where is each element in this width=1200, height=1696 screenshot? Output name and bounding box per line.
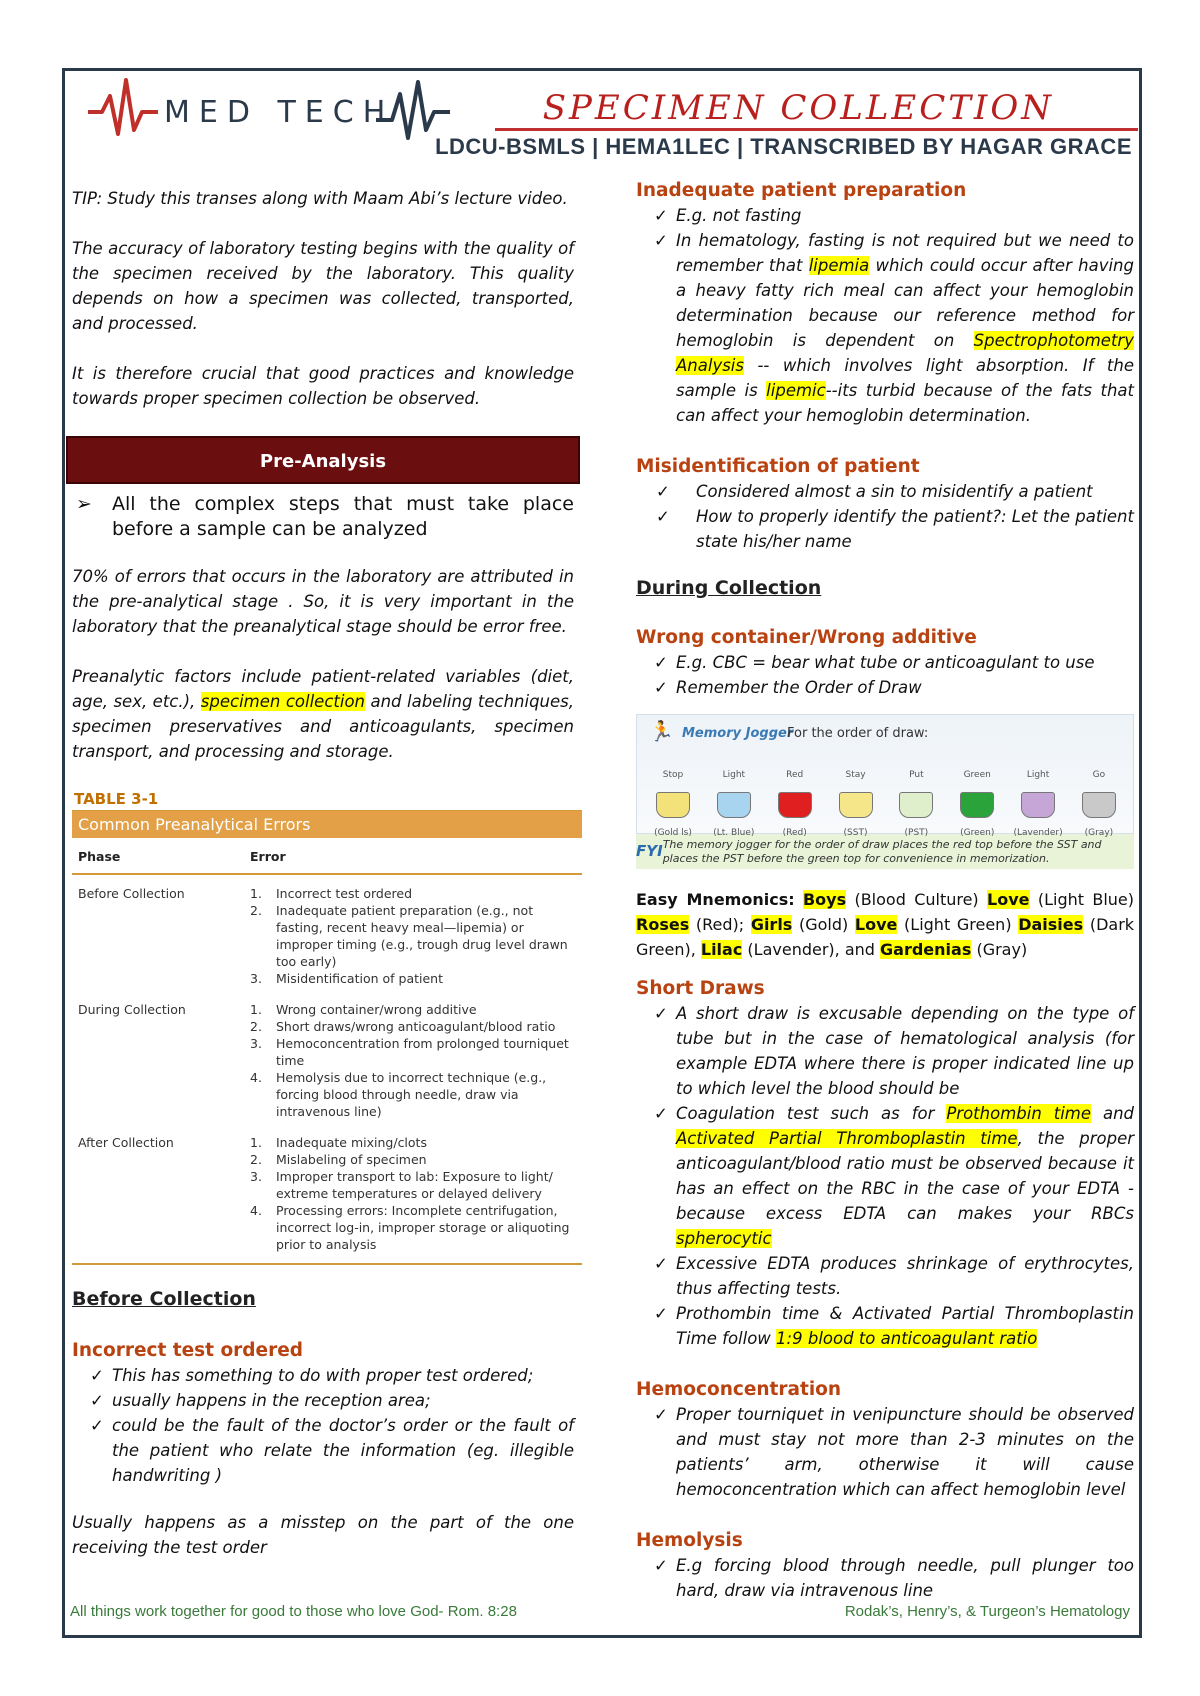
table-cell-phase: Before Collection xyxy=(78,886,185,901)
highlight-specimen-collection: specimen collection xyxy=(200,692,365,711)
highlight-lipemic: lipemic xyxy=(766,381,826,400)
table-cell-error: 2. Mislabeling of specimen xyxy=(250,1152,427,1167)
heading-misidentification: Misidentification of patient xyxy=(636,456,920,477)
table-cell-phase: After Collection xyxy=(78,1135,174,1150)
table-row xyxy=(72,1124,582,1265)
tube-6: Green (Green) xyxy=(960,770,995,838)
heading-hemolysis: Hemolysis xyxy=(636,1530,743,1551)
table-cell-error: 1. Incorrect test ordered xyxy=(250,886,413,901)
heading-wrong-container: Wrong container/Wrong additive xyxy=(636,627,977,648)
intro-paragraph-2: It is therefore crucial that good practices and knowledge towards proper specimen collection be observed. xyxy=(72,364,574,408)
misstep-paragraph: Usually happens as a misstep on the part of the one receiving the test order xyxy=(72,1513,574,1557)
table-cell-error: 3. Improper transport to lab: Exposure to light/ extreme temperatures or delayed delivery xyxy=(250,1169,553,1201)
page-subtitle: LDCU-BSMLS | HEMA1LEC | TRANSCRIBED BY HAGAR GRACE xyxy=(435,134,1132,159)
tube-cap-icon xyxy=(1082,792,1116,818)
factors-paragraph: Preanalytic factors include patient-related variables (diet, age, sex, etc.), specimen collection and labeling techniques, specimen preservatives and anticoagulants, specimen transport, and processing and storage. xyxy=(72,667,575,761)
tube-cap-icon xyxy=(656,792,690,818)
table-cell-error: 1. Wrong container/wrong additive xyxy=(250,1002,477,1017)
section-during-collection: During Collection xyxy=(636,577,822,599)
list-item: ✓ This has something to do with proper test ordered; xyxy=(72,1363,574,1388)
tube-7: Light (Lavender) xyxy=(1013,770,1063,838)
list-item: ✓ Coagulation test such as for Prothombin time and Activated Partial Thromboplastin time, the proper anticoagulant/blood ratio must be observed because it has an effect on the RBC in the case of your EDTA - because excess EDTA can makes your RBCs spherocytic xyxy=(636,1101,1134,1251)
tube-row xyxy=(647,763,1125,846)
table-cell-error: 2. Short draws/wrong anticoagulant/blood ratio xyxy=(250,1019,556,1034)
table-title: Common Preanalytical Errors xyxy=(72,811,582,838)
heading-incorrect-test: Incorrect test ordered xyxy=(72,1340,303,1361)
tube-cap-icon xyxy=(839,792,873,818)
highlight-ratio: 1:9 blood to anticoagulant ratio xyxy=(776,1329,1038,1348)
footer-references: Rodak’s, Henry’s, & Turgeon’s Hematology xyxy=(844,1603,1130,1620)
highlight-prothombin: Prothombin time xyxy=(946,1104,1092,1123)
pre-analysis-banner: Pre-Analysis xyxy=(66,436,580,484)
heading-inadequate-preparation: Inadequate patient preparation xyxy=(636,180,967,201)
table-cell-error: 1. Inadequate mixing/clots xyxy=(250,1135,427,1150)
tube-cap-icon xyxy=(899,792,933,818)
list-item: ✓ usually happens in the reception area; xyxy=(72,1388,574,1413)
list-item: ✓ Prothombin time & Activated Partial Thromboplastin Time follow 1:9 blood to anticoagulant ratio xyxy=(636,1301,1134,1351)
tube-cap-icon xyxy=(1021,792,1055,818)
mnemonic-paragraph: Easy Mnemonics: Boys (Blood Culture) Love (Light Blue) Roses (Red); Girls (Gold) Love (Light Green) Daisies (Dark Green), Lilac (Lavender), and Gardenias (Gray) xyxy=(636,890,1135,959)
fyi-text: The memory jogger for the order of draw places the red top before the SST and places the PST before the green top for convenience in memorization. xyxy=(662,837,1102,865)
heading-hemoconcentration: Hemoconcentration xyxy=(636,1379,842,1400)
highlight-lipemia: lipemia xyxy=(808,256,870,275)
list-item: ✓ E.g. not fasting xyxy=(636,203,1134,228)
list-item: ✓ Excessive EDTA produces shrinkage of erythrocytes, thus affecting tests. xyxy=(636,1251,1134,1301)
title-divider xyxy=(495,128,1138,131)
table-cell-phase: During Collection xyxy=(78,1002,186,1017)
table-row xyxy=(72,991,582,1124)
list-item: ✓ Remember the Order of Draw xyxy=(636,675,1134,700)
tube-8: Go (Gray) xyxy=(1073,763,1125,846)
list-item: ✓ E.g forcing blood through needle, pull plunger too hard, draw via intravenous line xyxy=(636,1553,1134,1603)
table-number: TABLE 3-1 xyxy=(72,789,582,811)
errors-paragraph: 70% of errors that occurs in the laboratory are attributed in the pre-analytical stage . So, it is very important in the laboratory that the preanalytical stage should be error free. xyxy=(72,567,574,636)
tube-3: Red (Red) xyxy=(769,763,821,846)
table-cell-error: 4. Hemolysis due to incorrect technique (e.g., forcing blood through needle, draw via intravenous line) xyxy=(250,1070,547,1119)
incorrect-test-list xyxy=(72,1363,574,1488)
list-item: ✓ In hematology, fasting is not required but we need to remember that lipemia which could occur after having a heavy fatty rich meal can affect your hemoglobin determination because our reference method for hemoglobin is dependent on Spectrophotometry Analysis -- which involves light absorption. If the sample is lipemic--its turbid because of the fats that can affect your hemoglobin determination. xyxy=(636,228,1134,428)
right-column xyxy=(636,174,1134,1603)
table-cell-error: 4. Processing errors: Incomplete centrifugation, incorrect log-in, improper storage or aliquoting prior to analysis xyxy=(250,1203,570,1252)
tube-4: Stay (SST) xyxy=(830,763,882,846)
table-row xyxy=(72,875,582,991)
tube-cap-icon xyxy=(717,792,751,818)
footer-verse: All things work together for good to those who love God- Rom. 8:28 xyxy=(70,1603,517,1620)
memory-jogger-figure xyxy=(636,714,1134,869)
tube-5: Put (PST) xyxy=(890,763,942,846)
page-title: SPECIMEN COLLECTION xyxy=(542,88,1054,128)
tube-2: Light (Lt. Blue) xyxy=(713,770,755,838)
misidentification-list xyxy=(636,479,1134,554)
jogger-text: For the order of draw: xyxy=(787,726,929,741)
section-before-collection: Before Collection xyxy=(72,1288,256,1310)
tube-cap-icon xyxy=(778,792,812,818)
list-item: ✓ Proper tourniquet in venipuncture should be observed and must stay not more than 2-3 minutes on the patients’ arm, otherwise it will cause hemoconcentration which can affect hemoglobin level xyxy=(636,1402,1134,1502)
highlight-aptt: Activated Partial Thromboplastin time xyxy=(676,1129,1018,1148)
highlight-spectrophotometry: Spectrophotometry Analysis xyxy=(676,331,1134,375)
heading-short-draws: Short Draws xyxy=(636,978,765,999)
jogger-label: Memory Jogger xyxy=(682,726,794,741)
table-cell-error: 3. Misidentification of patient xyxy=(250,971,443,986)
list-item: ✓ How to properly identify the patient?: Let the patient state his/her name xyxy=(636,504,1134,554)
fyi-icon: FYI xyxy=(636,842,663,860)
table-cell-error: 2. Inadequate patient preparation (e.g., not fasting, recent heavy meal—lipemia) or improper timing (e.g., trough drug level drawn too early) xyxy=(250,903,568,969)
logo-text: MED TECH xyxy=(164,95,395,130)
tip-text: TIP: Study this transes along with Maam Abi’s lecture video. xyxy=(72,189,568,208)
runner-icon: 🏃 xyxy=(649,719,674,743)
preanalytical-errors-table xyxy=(72,789,582,1265)
pre-analysis-bullet: ➢ All the complex steps that must take place before a sample can be analyzed xyxy=(72,492,574,542)
left-column xyxy=(72,186,574,1560)
list-item: ✓ could be the fault of the doctor’s order or the fault of the patient who relate the information (eg. illegible handwriting ) xyxy=(72,1413,574,1488)
highlight-spherocytic: spherocytic xyxy=(676,1229,772,1248)
list-item: ✓ A short draw is excusable depending on the type of tube but in the case of hematological analysis (for example EDTA where there is proper indicated line up to which level the blood should be xyxy=(636,1001,1134,1101)
table-header: Phase Error xyxy=(72,838,582,875)
wrong-container-list xyxy=(636,650,1134,700)
intro-paragraph-1: The accuracy of laboratory testing begins with the quality of the specimen received by the laboratory. This quality depends on how a specimen was collected, transported, and processed. xyxy=(72,239,574,333)
list-item: ✓ Considered almost a sin to misidentify a patient xyxy=(636,479,1134,504)
tube-1: Stop (Gold ls) xyxy=(654,770,692,838)
table-cell-error: 3. Hemoconcentration from prolonged tourniquet time xyxy=(250,1036,569,1068)
list-item: ✓ E.g. CBC = bear what tube or anticoagulant to use xyxy=(636,650,1134,675)
tube-cap-icon xyxy=(960,792,994,818)
arrow-bullet-icon: ➢ xyxy=(76,493,92,515)
